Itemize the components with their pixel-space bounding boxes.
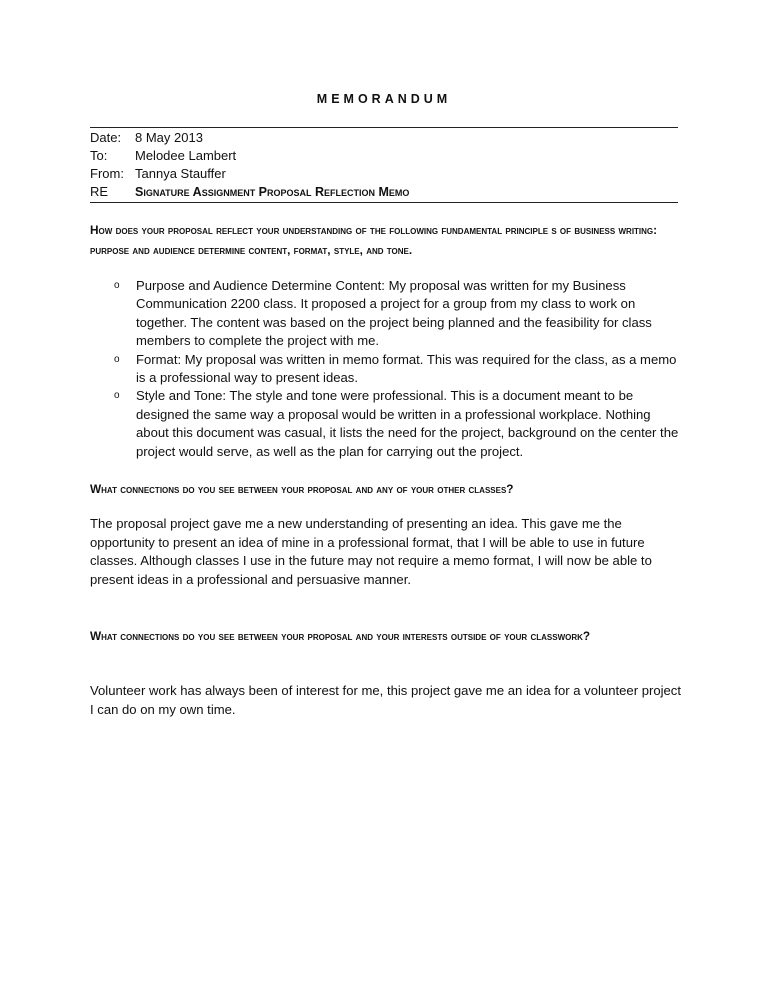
header-top-rule [90, 127, 678, 128]
bullet-text: Style and Tone: The style and tone were professional. This is a document meant to be designed the same way a proposal would be written in a professional workplace. Nothing about this document was casual, it lists the need for the project, background on the center the project would serve, as well as the plan for carrying out the project. [136, 388, 679, 459]
answer-other-classes: The proposal project gave me a new understanding of presenting an idea. This gave me the opportunity to present an idea of mine in a professional format, that I will be able to use in future classes. Although classes I use in the future may not require a memo format, I will now be able to present ideas in a professional and persuasive manner. [90, 516, 652, 587]
re-label: RE [90, 184, 109, 199]
bullet-text: Purpose and Audience Determine Content: My proposal was written for my Business Communication 2200 class. It proposed a project for a group from my class to work on together. The content was based on the project being planned and the feasibility for class members to complete the project with me. [136, 278, 652, 349]
date-row [90, 129, 409, 147]
from-row [90, 165, 409, 183]
bullet-text: Format: My proposal was written in memo format. This was required for the class, as a memo is a professional way to present ideas. [136, 351, 677, 386]
question-principles: How does your proposal reflect your understanding of the following fundamental principle s of business writing: purpose and audience determine content, format, style, and tone. [90, 223, 658, 257]
to-label: To: [90, 148, 108, 163]
date-label: Date: [90, 130, 122, 145]
from-value: Tannya Stauffer [135, 166, 226, 181]
question-outside-interests: What connections do you see between your proposal and your interests outside of your classwork? [90, 629, 591, 643]
memo-header [90, 129, 409, 201]
question-other-classes: What connections do you see between your proposal and any of your other classes? [90, 482, 514, 496]
re-value: Signature Assignment Proposal Reflection Memo [135, 185, 410, 199]
date-value: 8 May 2013 [135, 130, 203, 145]
bullet-marker: o [114, 280, 120, 291]
from-label: From: [90, 166, 124, 181]
list-item [90, 387, 682, 461]
principles-list [90, 277, 682, 461]
memo-title: MEMORANDUM [316, 92, 452, 106]
bullet-marker: o [114, 353, 120, 365]
list-item [90, 277, 682, 351]
answer-outside-interests: Volunteer work has always been of interest for me, this project gave me an idea for a volunteer project I can do on my own time. [90, 683, 681, 717]
to-value: Melodee Lambert [135, 148, 237, 163]
re-row [90, 183, 409, 201]
list-item [90, 351, 682, 388]
header-bottom-rule [90, 202, 678, 203]
to-row [90, 147, 409, 165]
bullet-marker: o [114, 390, 120, 402]
